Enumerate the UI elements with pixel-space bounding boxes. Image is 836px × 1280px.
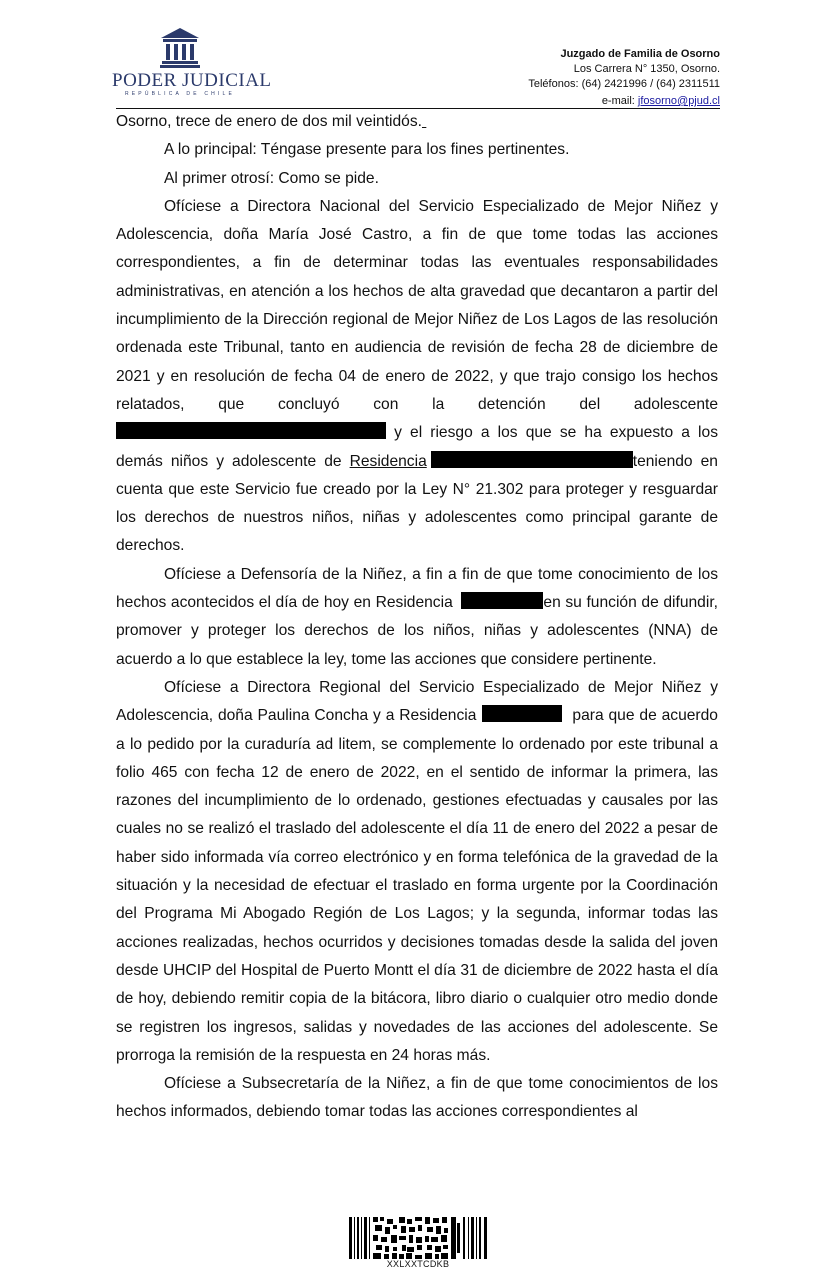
document-body [116, 108, 718, 1127]
paragraph-principal: A lo principal: Téngase presente para los fines pertinentes. [164, 141, 570, 159]
logo-text: PODER JUDICIAL [112, 70, 272, 91]
paragraph-oficio-directora-regional: Ofíciese a Directora Regional del Servicio Especializado de Mejor Niñez y Adolescencia, doña Paulina Concha y a Residencia para que de acuerdo a lo pedido por la curaduría ad litem, se complemente lo ordenado por este tribunal a folio 465 con fecha 12 de enero de 2022, en el sentido de informar la primera, las razones del incumplimiento de lo ordenado, gestiones efectuadas y causales por las cuales no se realizó el traslado del adolescente el día 11 de enero del 2022 a pesar de haber sido informada vía correo electrónico y en forma telefónica de la gravedad de la situación y la necesidad de efectuar el traslado en forma urgente por la Coordinación del Programa Mi Abogado Región de Los Lagos; y la segunda, informar todas las acciones realizadas, hechos ocurridos y decisiones tomadas desde la salida del joven desde UHCIP del Hospital de Puerto Montt el día 31 de diciembre de 2022 hasta el día de hoy, debiendo remitir copia de la bitácora, libro diario o cualquier otro medio donde se registren los ingresos, salidas y novedades de las acciones del adolescente. Se prorroga la remisión de la respuesta en 24 horas más. [116, 678, 718, 1064]
courthouse-icon [159, 26, 201, 68]
paragraph-oficio-directora-nacional: Ofíciese a Directora Nacional del Servicio Especializado de Mejor Niñez y Adolescencia, doña María José Castro, a fin de que tome todas las acciones correspondientes, a fin de determinar todas las eventuales responsabilidades administrativas, en atención a los hechos de alta gravedad que decantaron a partir del incumplimiento de la Dirección regional de Mejor Niñez de Los Lagos de las resolución ordenada este Tribunal, tanto en audiencia de revisión de fecha 28 de diciembre de 2021 y en resolución de fecha 04 de enero de 2022, y que trajo consigo los hechos relatados, que concluyó con la detención del adolescente y el riesgo a los que se ha expuesto a los demás niños y adolescente de Residencia teniendo en cuenta que este Servicio fue creado por la Ley N° 21.302 para proteger y resguardar los derechos de nuestros niños, niñas y adolescentes como principal garante de derechos. [116, 197, 718, 555]
court-name: Juzgado de Familia de Osorno [560, 48, 720, 60]
court-phones: Teléfonos: (64) 2421996 / (64) 2311511 [528, 78, 720, 90]
date-line: Osorno, trece de enero de dos mil veintidós. [116, 113, 422, 130]
redacted-residence [461, 592, 543, 609]
court-address: Los Carrera N° 1350, Osorno. [573, 63, 720, 75]
paragraph-oficio-defensoria: Ofíciese a Defensoría de la Niñez, a fin a fin de que tome conocimiento de los hechos acontecidos el día de hoy en Residencia en su función de difundir, promover y proteger los derechos de los niños, niñas y adolescentes (NNA) de acuerdo a lo que establece la ley, tome las acciones que considere pertinente. [116, 565, 718, 668]
verification-barcode [349, 1217, 487, 1259]
court-email-line [528, 94, 720, 109]
barcode-code: XXLXXTCDKB [386, 1259, 450, 1269]
logo-subtext: REPÚBLICA DE CHILE [124, 91, 236, 97]
poder-judicial-logo [112, 26, 272, 98]
redacted-residence [431, 451, 633, 468]
court-info [528, 47, 720, 109]
email-label: e-mail: [601, 95, 635, 107]
email-link[interactable]: jfosorno@pjud.cl [637, 95, 720, 107]
residencia-underlined: Residencia [349, 452, 427, 470]
redacted-name [116, 422, 386, 439]
paragraph-otrosi: Al primer otrosí: Como se pide. [164, 169, 379, 187]
redacted-residence [482, 705, 562, 722]
paragraph-oficio-subsecretaria: Ofíciese a Subsecretaría de la Niñez, a fin de que tome conocimientos de los hechos informados, debiendo tomar todas las acciones correspondientes al [116, 1075, 718, 1121]
